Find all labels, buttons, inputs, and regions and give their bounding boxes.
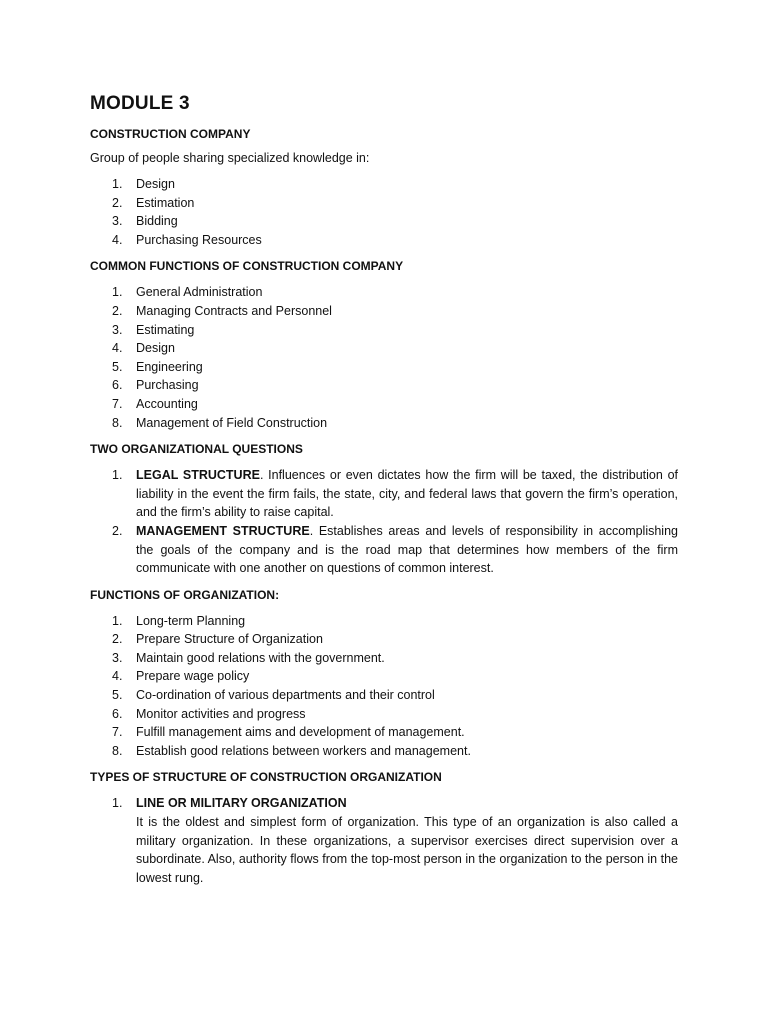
- heading-types-of-structure: TYPES OF STRUCTURE OF CONSTRUCTION ORGANIZATION: [90, 770, 442, 785]
- list-item: 2. Managing Contracts and Personnel: [112, 303, 332, 318]
- list-item: 7. Accounting: [112, 396, 198, 411]
- list-item: 1. LEGAL STRUCTURE. Influences or even dictates how the firm will be taxed, the distribution of liability in the event the firm fails, the state, city, and federal laws that govern the firm’s operation, and the firm’s ability to raise capital.: [112, 468, 678, 520]
- term-management-structure: MANAGEMENT STRUCTURE: [136, 523, 310, 538]
- functions-of-organization-list: [90, 612, 678, 761]
- list-item: 3. Estimating: [112, 322, 195, 337]
- list-item: 7. Fulfill management aims and development of management.: [112, 725, 465, 740]
- list-item: 4. Design: [112, 341, 175, 356]
- organizational-questions-list: [90, 466, 678, 578]
- term-legal-structure: LEGAL STRUCTURE: [136, 468, 260, 483]
- list-item: 1. General Administration: [112, 285, 263, 300]
- list-item: 1. Design: [112, 177, 175, 191]
- list-item: 8. Management of Field Construction: [112, 415, 328, 430]
- heading-construction-company: CONSTRUCTION COMPANY: [90, 127, 251, 141]
- line-organization-description: It is the oldest and simplest form of organization. This type of an organization is also called a military organization. In these organizations, a supervisor exercises direct supervision over a subordinate. Also, authority flows from the top-most person in the organization to the person in the lowest rung.: [136, 815, 678, 885]
- specialized-knowledge-list: [90, 175, 678, 249]
- heading-functions-of-organization: FUNCTIONS OF ORGANIZATION:: [90, 587, 280, 602]
- common-functions-list: [90, 283, 678, 432]
- list-item: 3. Bidding: [112, 214, 178, 229]
- list-item: 8. Establish good relations between workers and management.: [112, 743, 471, 758]
- list-item: 6. Purchasing: [112, 378, 199, 393]
- list-item: 1. Long-term Planning: [112, 613, 246, 628]
- list-item: 5. Engineering: [112, 359, 203, 374]
- list-item: 3. Maintain good relations with the government.: [112, 650, 385, 665]
- list-item: 1. LINE OR MILITARY ORGANIZATION It is the oldest and simplest form of organization. This type of an organization is also called a military organization. In these organizations, a supervisor exercises direct supervision over a subordinate. Also, authority flows from the top-most person in the organization to the person in the lowest rung.: [90, 794, 678, 887]
- list-item: 6. Monitor activities and progress: [112, 706, 306, 721]
- term-line-military-organization: LINE OR MILITARY ORGANIZATION: [136, 796, 347, 811]
- list-item: 2. Prepare Structure of Organization: [112, 632, 323, 647]
- list-item: 5. Co-ordination of various departments and their control: [112, 688, 435, 703]
- list-item: 2. MANAGEMENT STRUCTURE. Establishes areas and levels of responsibility in accomplishing the goals of the company and is the road map that determines how members of the firm communicate with one another on questions of common interest.: [112, 523, 678, 576]
- intro-paragraph: Group of people sharing specialized knowledge in:: [90, 151, 370, 165]
- module-title: MODULE 3: [90, 93, 190, 114]
- list-item: 2. Estimation: [112, 195, 195, 210]
- list-item: 4. Prepare wage policy: [112, 669, 250, 684]
- list-item: 4. Purchasing Resources: [112, 232, 262, 247]
- heading-common-functions: COMMON FUNCTIONS OF CONSTRUCTION COMPANY: [90, 259, 404, 274]
- heading-organizational-questions: TWO ORGANIZATIONAL QUESTIONS: [90, 442, 303, 457]
- types-of-structure-list: [90, 794, 678, 887]
